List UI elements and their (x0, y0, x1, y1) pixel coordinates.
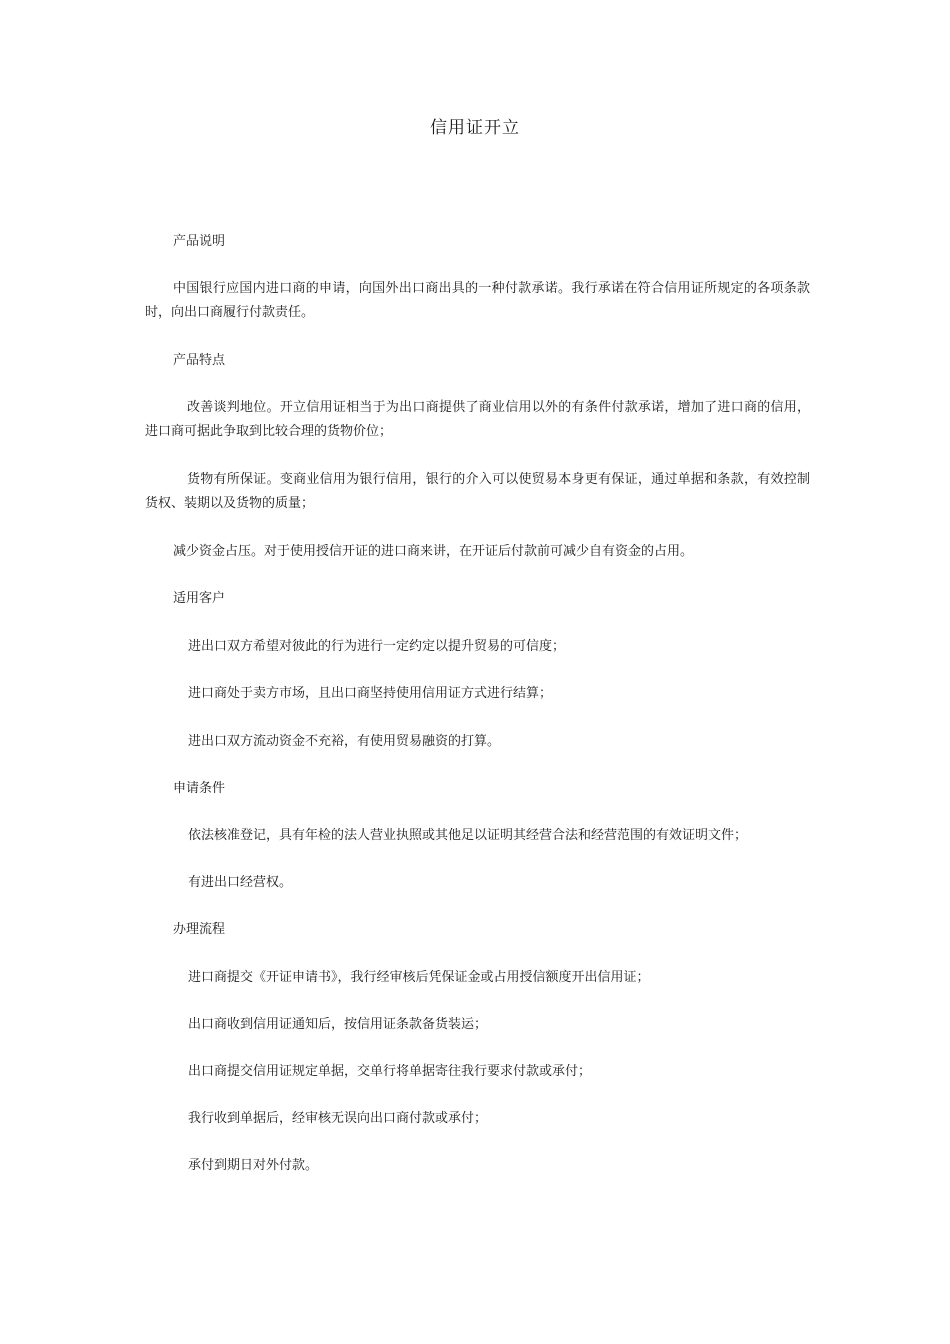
process-step: 出口商收到信用证通知后，按信用证条款备货装运； (188, 1017, 488, 1032)
condition-list-item: 有进出口经营权。 (188, 875, 293, 890)
document-title: 信用证开立 (430, 118, 520, 138)
section-heading-conditions: 申请条件 (173, 781, 226, 796)
customer-list-item: 进口商处于卖方市场，且出口商坚持使用信用证方式进行结算； (188, 686, 553, 701)
customer-list-item: 进出口双方希望对彼此的行为进行一定约定以提升贸易的可信度； (188, 639, 566, 654)
section-heading-description: 产品说明 (173, 234, 226, 249)
process-step: 我行收到单据后，经审核无误向出口商付款或承付； (188, 1111, 488, 1126)
section-heading-customers: 适用客户 (173, 591, 226, 606)
process-step: 进口商提交《开证申请书》，我行经审核后凭保证金或占用授信额度开出信用证； (188, 970, 650, 985)
process-step: 出口商提交信用证规定单据，交单行将单据寄往我行要求付款或承付； (188, 1064, 592, 1079)
feature-paragraph: 减少资金占压。对于使用授信开证的进口商来讲，在开证后付款前可减少自有资金的占用。 (173, 544, 694, 559)
feature-paragraph: 改善谈判地位。开立信用证相当于为出口商提供了商业信用以外的有条件付款承诺，增加了进口商的信用，进口商可据此争取到比较合理的货物价位； (145, 400, 810, 439)
feature-paragraph: 货物有所保证。变商业信用为银行信用，银行的介入可以使贸易本身更有保证，通过单据和条款，有效控制货权、装期以及货物的质量； (145, 472, 810, 511)
condition-list-item: 依法核准登记，具有年检的法人营业执照或其他足以证明其经营合法和经营范围的有效证明文件； (188, 828, 748, 843)
process-step: 承付到期日对外付款。 (188, 1158, 319, 1173)
section-heading-process: 办理流程 (173, 922, 226, 937)
customer-list-item: 进出口双方流动资金不充裕，有使用贸易融资的打算。 (188, 734, 501, 749)
section-heading-features: 产品特点 (173, 353, 226, 368)
description-paragraph: 中国银行应国内进口商的申请，向国外出口商出具的一种付款承诺。我行承诺在符合信用证所规定的各项条款时，向出口商履行付款责任。 (145, 281, 810, 320)
